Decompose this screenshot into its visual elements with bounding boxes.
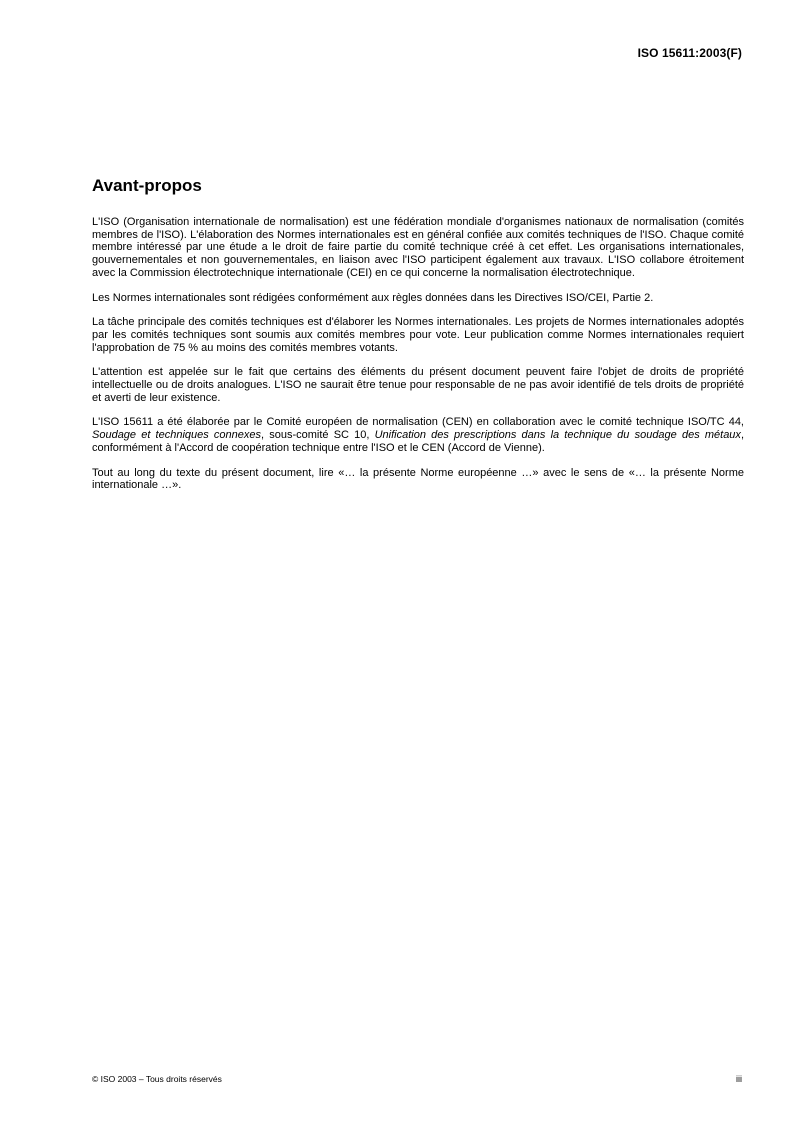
preparation-text-1: L'ISO 15611 a été élaborée par le Comité européen de normalisation (CEN) en collaboration avec le comité technique ISO/TC 44,	[92, 416, 744, 429]
paragraph-reading-note: Tout au long du texte du présent document, lire «… la présente Norme européenne …» avec le sens de «… la présente Norme internationale …».	[92, 466, 744, 492]
paragraph-directives: Les Normes internationales sont rédigées conformément aux règles données dans les Directives ISO/CEI, Partie 2.	[92, 291, 654, 304]
subcommittee-name: Unification des prescriptions dans la technique du soudage des métaux	[374, 429, 741, 442]
page-content	[92, 176, 744, 504]
paragraph-patent-rights: L'attention est appelée sur le fait que certains des éléments du présent document peuvent faire l'objet de droits de propriété intellectuelle ou de droits analogues. L'ISO ne saurait être tenue pour responsable de ne pas avoir identifié de tels droits de propriété et averti de leur existence.	[92, 366, 744, 404]
paragraph-technical-committees: La tâche principale des comités techniques est d'élaborer les Normes internationales. Les projets de Normes internationales adoptés par les comités techniques sont soumis aux comités membres pour vote. Leur publication comme Normes internationales requiert l'approbation de 75 % au moins des comités membres votants.	[92, 316, 744, 354]
paragraph-preparation	[92, 416, 744, 454]
committee-name: Soudage et techniques connexes	[92, 429, 262, 442]
copyright-notice: © ISO 2003 – Tous droits réservés	[92, 1074, 222, 1084]
section-title: Avant-propos	[92, 176, 202, 195]
page-number: iii	[736, 1074, 742, 1084]
preparation-text-2: , sous-comité SC 10,	[261, 429, 375, 442]
preparation-text-3: , conformément à l'Accord de coopération technique entre l'ISO et le CEN (Accord de Vienne).	[92, 429, 744, 454]
paragraph-iso-description: L'ISO (Organisation internationale de normalisation) est une fédération mondiale d'organismes nationaux de normalisation (comités membres de l'ISO). L'élaboration des Normes internationales est en général confiée aux comités techniques de l'ISO. Chaque comité membre intéressé par une étude a le droit de faire partie du comité technique créé à cet effet. Les organisations internationales, gouvernementales et non gouvernementales, en liaison avec l'ISO participent également aux travaux. L'ISO collabore étroitement avec la Commission électrotechnique internationale (CEI) en ce qui concerne la normalisation électrotechnique.	[92, 216, 744, 279]
document-id: ISO 15611:2003(F)	[637, 46, 742, 60]
